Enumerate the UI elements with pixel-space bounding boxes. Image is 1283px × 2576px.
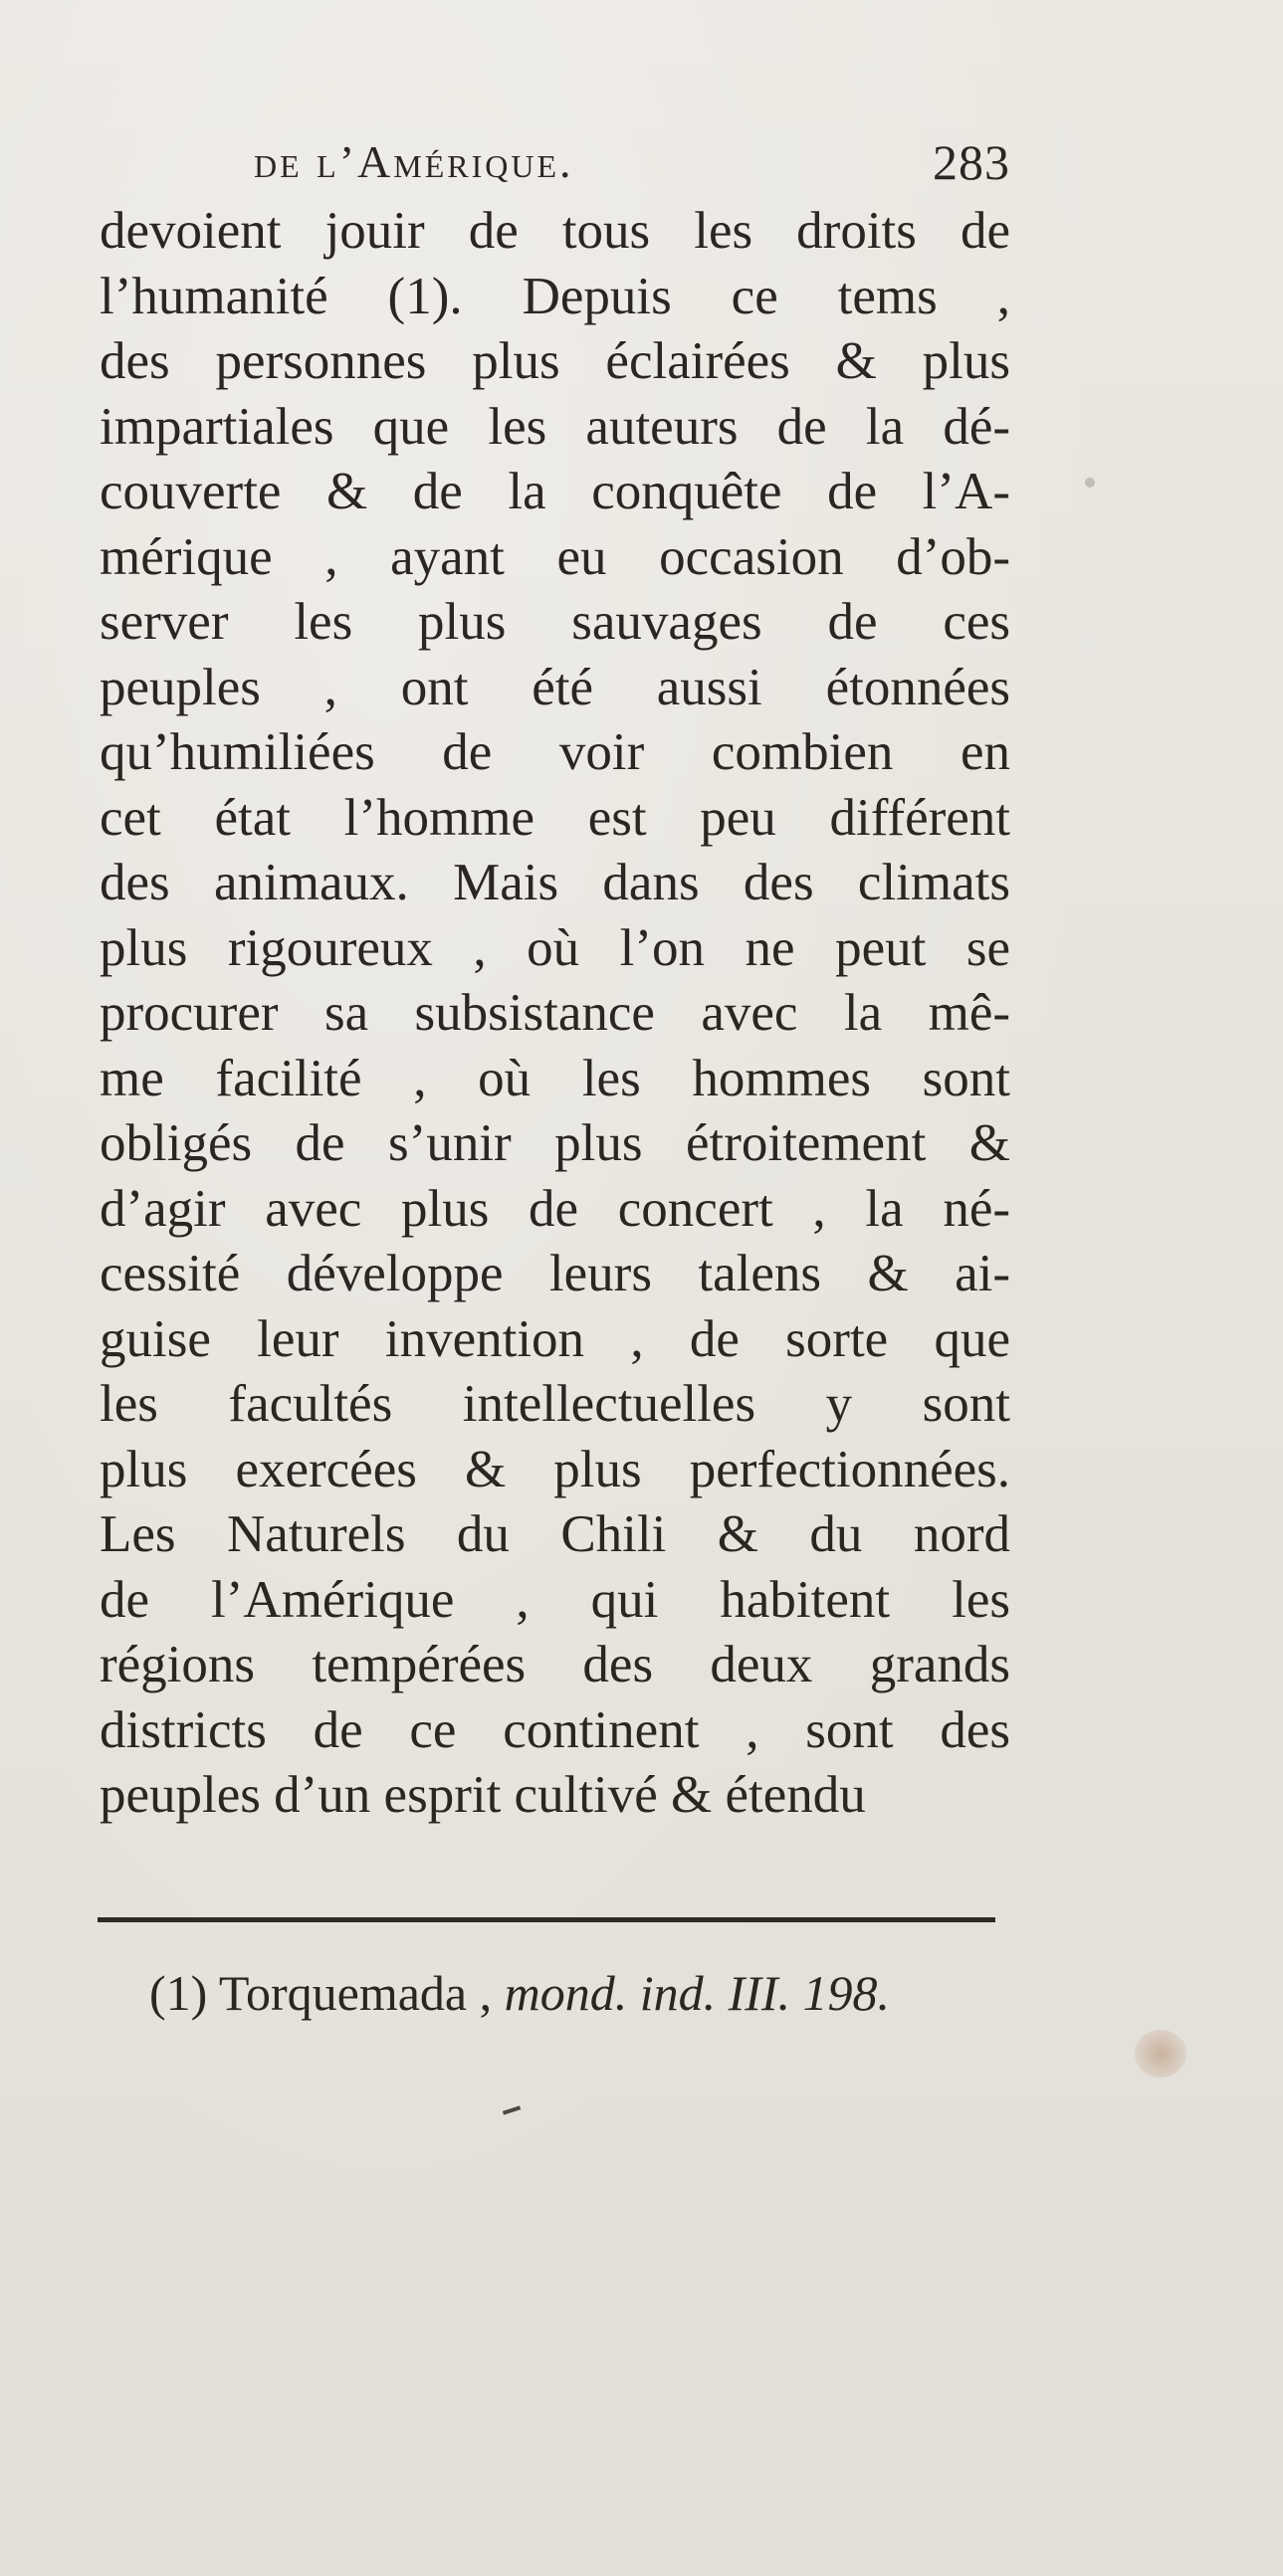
text-line: plus rigoureux , où l’on ne peut se [100, 918, 1010, 977]
text-line: d’agir avec plus de concert , la né- [100, 1179, 1010, 1238]
text-line: des personnes plus éclairées & plus [100, 332, 1010, 390]
paper-speck [1085, 478, 1095, 488]
text-line: l’humanité (1). Depuis ce tems , [100, 267, 1010, 325]
text-line: couverte & de la conquête de l’A- [100, 463, 1010, 520]
footnote-author: Torquemada , [218, 1965, 493, 2021]
ink-mark [503, 2105, 521, 2114]
footnote-work: mond. ind. [504, 1965, 717, 2021]
footnote [149, 1958, 890, 2028]
page-number: 283 [933, 134, 1010, 190]
text-line: devoient jouir de tous les droits de [100, 202, 1010, 260]
text-line: guise leur invention , de sorte que [100, 1309, 1010, 1368]
text-line: qu’humiliées de voir combien en [100, 723, 1010, 781]
body-text [100, 199, 1010, 1829]
text-line: obligés de s’unir plus étroitement & [100, 1114, 1010, 1172]
text-line: de l’Amérique , qui habitent les [100, 1570, 1010, 1629]
text-line: les facultés intellectuelles y sont [100, 1375, 1010, 1433]
footnote-rule [98, 1917, 995, 1922]
text-line: procurer sa subsistance avec la mê- [100, 984, 1010, 1042]
text-line: districts de ce continent , sont des [100, 1700, 1010, 1759]
text-line: Les Naturels du Chili & du nord [100, 1505, 1010, 1563]
text-line: régions tempérées des deux grands [100, 1636, 1010, 1693]
text-line: cet état l’homme est peu différent [100, 788, 1010, 847]
text-line: server les plus sauvages de ces [100, 593, 1010, 651]
running-head [254, 127, 1010, 197]
text-line: peuples , ont été aussi étonnées [100, 658, 1010, 716]
text-line: cessité développe leurs talens & ai- [100, 1245, 1010, 1302]
text-line: me facilité , où les hommes sont [100, 1049, 1010, 1107]
text-line: peuples d’un esprit cultivé & étendu [100, 1766, 866, 1824]
text-line: des animaux. Mais dans des climats [100, 854, 1010, 911]
running-title: de l’Amérique. [254, 136, 574, 187]
footnote-citation: III. 198. [728, 1965, 891, 2021]
paper-stain [1135, 2030, 1186, 2078]
footnote-marker: (1) [149, 1965, 208, 2021]
text-line: impartiales que les auteurs de la dé- [100, 397, 1010, 456]
text-line: mérique , ayant eu occasion d’ob- [100, 527, 1010, 586]
text-line: plus exercées & plus perfectionnées. [100, 1440, 1010, 1498]
